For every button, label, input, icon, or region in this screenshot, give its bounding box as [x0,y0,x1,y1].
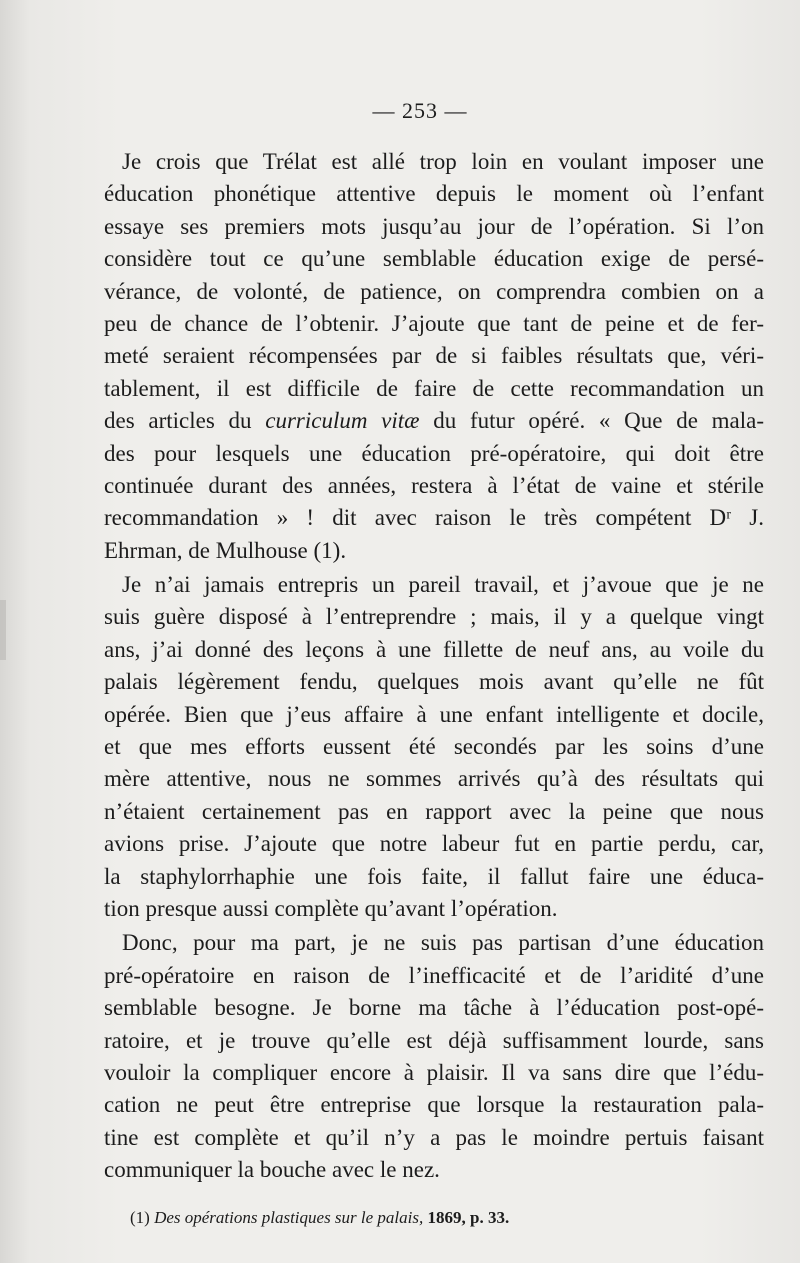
text-line: et que mes efforts eussent été secondés par les soins d’une [104,734,764,760]
text-line: tine est complète et qu’il n’y a pas le moindre pertuis faisant [104,1124,764,1150]
paragraph-1 [104,146,764,567]
page-edge-shadow [0,600,6,660]
footnote [130,1208,509,1228]
text-line: peu de chance de l’obtenir. J’ajoute que tant de peine et de fer- [104,310,764,336]
page-number: — 253 — [372,98,468,123]
text-line: pré-opératoire en raison de l’inefficacité et de l’aridité d’une [104,962,764,988]
text-line: meté seraient récompensées par de si faibles résultats que, véri- [104,343,764,369]
text-line: n’étaient certainement pas en rapport avec la peine que nous [104,798,764,824]
text-line: communiquer la bouche avec le nez. [104,1157,440,1183]
footnote-title: Des opérations plastiques sur le palais, [154,1208,424,1227]
text-line: avions prise. J’ajoute que notre labeur fut en partie perdu, car, [104,831,764,857]
body-text [104,146,764,1187]
paragraph-2 [104,569,764,925]
text-line: ans, j’ai donné des leçons à une fillette de neuf ans, au voile du [104,636,764,662]
paragraph-3 [104,927,764,1186]
text-line: continuée durant des années, restera à l’état de vaine et stérile [104,472,764,498]
text-line: tion presque aussi complète qu’avant l’opération. [104,895,558,921]
text-line: vouloir la compliquer encore à plaisir. Il va sans dire que l’édu- [104,1059,764,1085]
text-line: suis guère disposé à l’entreprendre ; mais, il y a quelque vingt [104,604,764,630]
text-line: considère tout ce qu’une semblable éducation exige de persé- [104,246,764,272]
text-line: Je n’ai jamais entrepris un pareil travail, et j’avoue que je ne [122,572,764,598]
text-line: recommandation » ! dit avec raison le très compétent Dʳ J. [104,505,764,531]
text-line: ratoire, et je trouve qu’elle est déjà suffisamment lourde, sans [104,1027,764,1053]
text-line: tablement, il est difficile de faire de cette recommandation un [104,375,764,401]
text-line: opérée. Bien que j’eus affaire à une enfant intelligente et docile, [104,701,764,727]
text-line: Donc, pour ma part, je ne suis pas partisan d’une éducation [122,930,764,956]
text-line: éducation phonétique attentive depuis le moment où l’enfant [104,181,764,207]
text-line: semblable besogne. Je borne ma tâche à l’éducation post-opé- [104,995,764,1021]
text-line: palais légèrement fendu, quelques mois avant qu’elle ne fût [104,669,764,695]
text-line: la staphylorrhaphie une fois faite, il fallut faire une éduca- [104,863,764,889]
text-line: des pour lesquels une éducation pré-opératoire, qui doit être [104,440,764,466]
text-line: cation ne peut être entreprise que lorsque la restauration pala- [104,1092,764,1118]
text-line: Je crois que Trélat est allé trop loin en voulant imposer une [122,149,764,174]
text-line: mère attentive, nous ne sommes arrivés qu’à des résultats qui [104,766,764,792]
italic-phrase: curriculum vitæ [265,408,420,434]
text-line: des articles du curriculum vitæ du futur opéré. « Que de mala- [104,408,764,434]
text-line: Ehrman, de Mulhouse (1). [104,537,347,563]
footnote-marker: (1) [130,1208,150,1227]
footnote-page: p. 33. [470,1208,510,1227]
footnote-date: 1869, [427,1208,466,1227]
text-line: essaye ses premiers mots jusqu’au jour de l’opération. Si l’on [104,213,764,239]
text-line: vérance, de volonté, de patience, on comprendra combien on a [104,278,764,304]
